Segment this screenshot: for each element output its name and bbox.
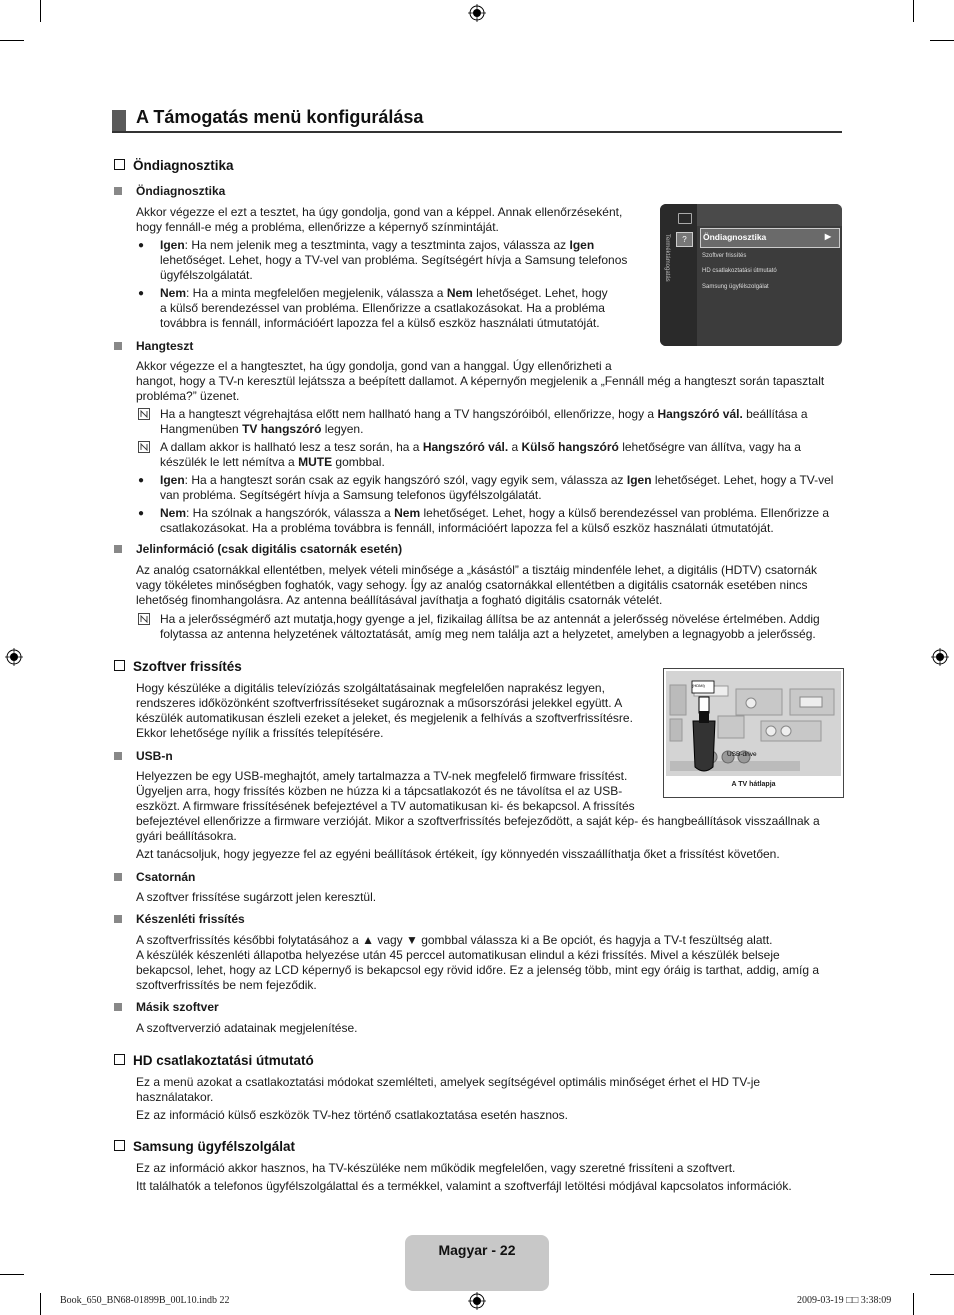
bullet-item: ● Igen: Ha a hangteszt során csak az egyik hangszóró szól, vagy egyik sem, válassza az Igen lehetőséget. Lehet, hogy a TV-vel van probléma. Segítségért hívja a Samsung telefonos ügyfélszolgálatát. xyxy=(138,473,834,502)
menu-side-label: Terméktámogatás xyxy=(664,234,670,282)
bullet-item: ● Nem: Ha szólnak a hangszórók, válassza a Nem lehetőséget. Lehet, hogy a külső berendezéssel van probléma. Ellenőrizze a csatlakozásokat. Ha a probléma továbbra is fennáll, információért lapozza fel a külső eszköz használati útmutatóját. xyxy=(138,506,830,535)
subsection-heading: Öndiagnosztika xyxy=(114,184,225,198)
paragraph: Helyezzen be egy USB-meghajtót, amely tartalmazza a TV-nek megfelelő firmware frissítést. Ügyeljen arra, hogy frissítés közben ne húzza ki a tápcsatlakozót és ne távolítsa el az USB- eszközt. A firmware frissítésének befejeztével a TV automatikusan ki- és bekapcsol. A frissítés befejeztével ellenőrizze a firmware verzióját. Mikor a szoftverfrissítés befejeződött, a saját kép- és hangbeállítások visszaállnak a gyári beállításokra. Azt tanácsoljuk, hogy jegyezze fel az egyéni beállítások értékeit, így könnyedén visszaállíthatja őket a frissítést követően. xyxy=(136,769,820,861)
subsection-heading: Készenléti frissítés xyxy=(114,912,245,926)
crop-mark xyxy=(930,40,954,41)
paragraph: A szoftverfrissítés későbbi folytatásához a ▲ vagy ▼ gombbal válassza ki a Be opciót, és hagyja a TV-t feszültség alatt. A készülék készenléti állapotba helyezése után 45 perccel automatikusan elindul a kézi frissítés. Mivel a készülék belseje bekapcsol, lehet, hogy az LCD képernyő is bekapcsol egy rövid időre. Ez a jelenség több, mint egy óráig is tarthat, addig, amíg a szoftverfrissítés be nem fejeződik. xyxy=(136,933,820,992)
registration-mark-icon xyxy=(468,1292,486,1310)
registration-mark-icon xyxy=(931,648,949,666)
support-icon: ? xyxy=(676,232,693,247)
crop-mark xyxy=(0,40,24,41)
tv-support-menu xyxy=(660,204,842,346)
paragraph: A szoftververzió adatainak megjelenítése. xyxy=(136,1021,358,1035)
paragraph: Ez az információ akkor hasznos, ha TV-készüléke nem működik megfelelően, vagy szeretné frissíteni a szoftvert. Itt találhatók a telefonos ügyfélszolgálattal és a termékkel, valamint a szoftverfájl letöltési módjával kapcsolatos információk. xyxy=(136,1161,792,1193)
crop-mark xyxy=(0,1274,24,1275)
menu-item[interactable]: HD csatlakoztatási útmutató xyxy=(702,268,777,274)
registration-mark-icon xyxy=(5,648,23,666)
title-bar xyxy=(112,110,126,132)
subsection-heading: USB-n xyxy=(114,749,173,763)
page-title: A Támogatás menü konfigurálása xyxy=(136,107,424,127)
picture-icon xyxy=(678,213,692,224)
bullet-item: ● Igen: Ha nem jelenik meg a tesztminta, vagy a tesztminta zajos, válassza az Igen lehetőséget. Lehet, hogy a TV-vel van probléma. Segítségért hívja a Samsung telefonos ügyfélszolgálatát. xyxy=(138,238,628,282)
section-heading: HD csatlakoztatási útmutató xyxy=(114,1053,314,1068)
section-heading: Szoftver frissítés xyxy=(114,659,242,674)
paragraph: Hogy készüléke a digitális televíziózás szolgáltatásainak megfelelően naprakész legyen, rendszeres időközönként szoftverfrissítéseket sugároznak a műsorszórási jelekkel együtt. A készülék automatikusan észleli ezeket a jeleket, és megjelenik a felhívás a szoftverfrissítésre. Ekkor lehetősége nyílik a frissítés telepítésére. xyxy=(136,681,633,740)
menu-item[interactable]: Samsung ügyfélszolgálat xyxy=(702,284,769,290)
subsection-heading: Hangteszt xyxy=(114,339,193,353)
crop-mark xyxy=(913,0,914,22)
bullet-item: ● Nem: Ha a minta megfelelően megjelenik, válassza a Nem lehetőséget. Lehet, hogy a külső berendezéssel van probléma. Ellenőrizze a csatlakozásokat. Ha a probléma továbbra is fennáll, információért lapozza fel a külső eszköz használati útmutatóját. xyxy=(138,286,608,330)
note-item: Ha a hangteszt végrehajtása előtt nem hallható hang a TV hangszóróiból, ellenőrizze, hogy a Hangszóró vál. beállítása a Hangmenüben TV hangszóró legyen. xyxy=(136,407,842,437)
page-number: Magyar - 22 xyxy=(438,1242,516,1258)
crop-mark xyxy=(40,0,41,22)
crop-mark xyxy=(40,1293,41,1315)
registration-mark-icon xyxy=(468,4,486,22)
arrow-right-icon: ▶ xyxy=(824,232,831,241)
paragraph: Az analóg csatornákkal ellentétben, melyek vételi minősége a „kásástól” a tisztáig mindenféle lehet, a digitális (HDTV) csatornák vagy tökéletes minőségben foghatók, vagy sehogy. Így az analóg csatornákkal ellentétben a digitális csatornák esetében nincs lehetőség finomhangolásra. Az antenna beállításával javíthatja a fogható digitális csatornák vételét. xyxy=(136,563,817,607)
menu-item-selected[interactable]: Öndiagnosztika ▶ xyxy=(700,228,840,248)
subsection-heading: Másik szoftver xyxy=(114,1000,219,1014)
file-imprint: Book_650_BN68-01899B_00L10.indb 22 xyxy=(60,1295,230,1306)
note-item: Ha a jelerősségmérő azt mutatja,hogy gyenge a jel, fizikailag állítsa be az antennát a jelerősség növelése értelmében. Addig folytassa az antenna helyzetének változtatását, amíg meg nem találja azt a helyzetet, amelyben a legnagyobb a jelerősség. xyxy=(136,612,842,642)
subsection-heading: Jelinformáció (csak digitális csatornák esetén) xyxy=(114,542,402,556)
menu-item[interactable]: Szoftver frissítés xyxy=(702,253,747,259)
paragraph: Akkor végezze el a hangtesztet, ha úgy gondolja, gond van a hanggal. Úgy ellenőrizheti a hangot, hogy a TV-n keresztül lejátssza a beépített dallamot. A képernyőn megjelenik a „Fennáll még a hangteszt során tapasztalt probléma?” üzenet. xyxy=(136,359,825,403)
note-icon xyxy=(138,441,150,453)
panel-caption: A TV hátlapja xyxy=(731,781,776,788)
section-heading: Öndiagnosztika xyxy=(114,158,234,173)
note-item: A dallam akkor is hallható lesz a tesz során, ha a Hangszóró vál. a Külső hangszóró lehetőségre van állítva, vagy ha a készülék le lett némítva a MUTE gombbal. xyxy=(136,440,842,470)
subsection-heading: Csatornán xyxy=(114,870,195,884)
paragraph: Ez a menü azokat a csatlakoztatási módokat szemlélteti, amelyek segítségével optimális minőséget érhet el HD TV-je használatakor. Ez az információ külső eszközök TV-hez történő csatlakoztatása esetén hasznos. xyxy=(136,1075,761,1122)
port-label: (HDMI) xyxy=(692,683,705,688)
note-icon xyxy=(138,408,150,420)
paragraph: Akkor végezze el ezt a tesztet, ha úgy gondolja, gond van a képpel. Annak ellenőrzéseként, hogy fennáll-e még a probléma, ellenőrizze a képernyő színmintáját. xyxy=(136,205,623,234)
note-icon xyxy=(138,613,150,625)
date-imprint: 2009-03-19 □□ 3:38:09 xyxy=(797,1295,892,1306)
title-underline xyxy=(112,131,842,133)
usb-drive-label: USB-drive xyxy=(727,751,757,758)
crop-mark xyxy=(930,1274,954,1275)
page-number-tab xyxy=(405,1235,549,1291)
section-heading: Samsung ügyfélszolgálat xyxy=(114,1139,295,1154)
crop-mark xyxy=(913,1293,914,1315)
paragraph: A szoftver frissítése sugárzott jelen keresztül. xyxy=(136,890,377,904)
